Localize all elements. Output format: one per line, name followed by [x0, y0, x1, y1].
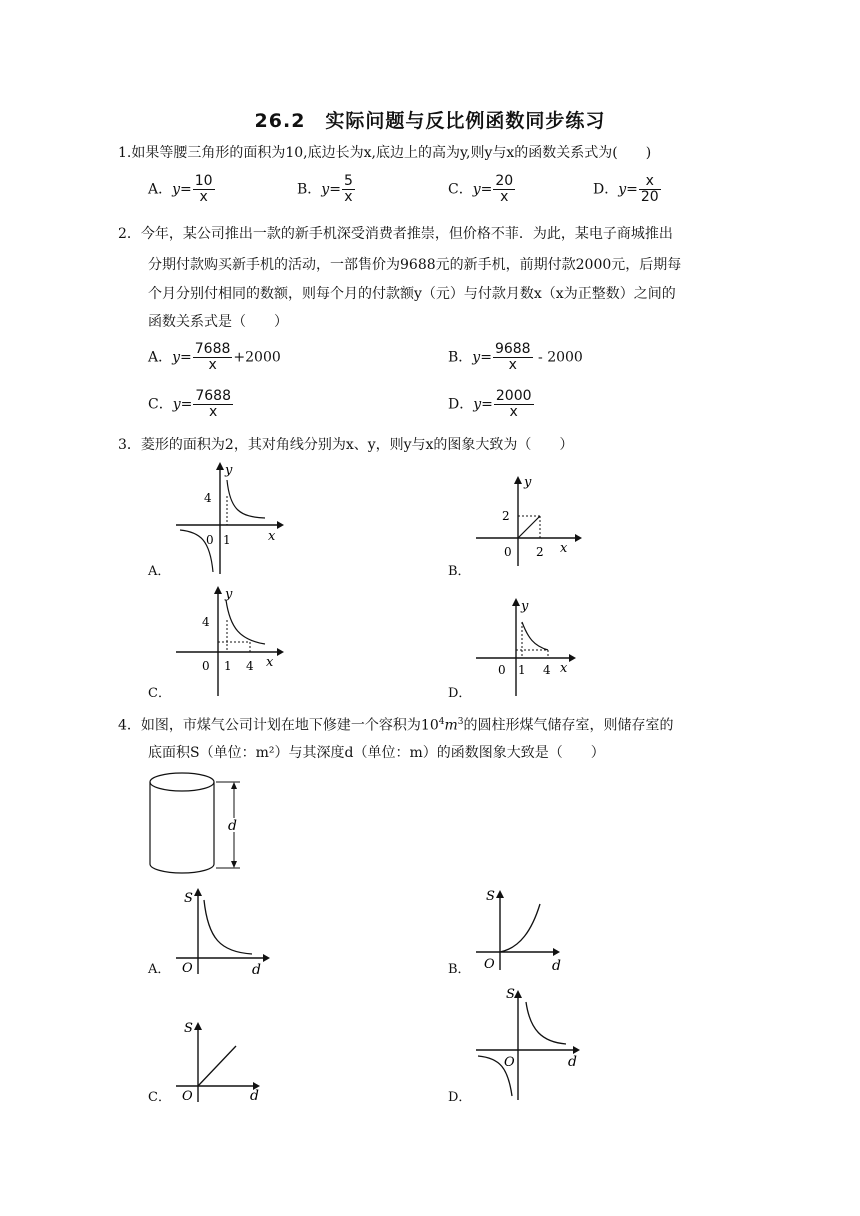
q3-label-b: B． [448, 564, 471, 579]
q1-option-c[interactable] [448, 174, 516, 205]
x-axis-arrow-icon [277, 521, 284, 529]
x-label: x [268, 529, 276, 544]
curve-positive [526, 1002, 566, 1044]
cylinder-bottom [150, 864, 214, 873]
option-lhs: y= [321, 181, 341, 198]
x-label: x [560, 661, 568, 676]
q4-text-a: 4．如图，市煤气公司计划在地下修建一个容积为10 [118, 717, 439, 734]
question-2-line-1: 2．今年，某公司推出一款的新手机深受消费者推崇，但价格不菲．为此，某电子商城推出 [118, 226, 673, 242]
q4-label-a: A． [148, 962, 171, 977]
denominator: x [199, 189, 208, 205]
numerator: 20 [495, 173, 514, 189]
y-label: S [486, 889, 495, 904]
origin-label: 0 [504, 545, 512, 559]
tick-x-1: 1 [224, 659, 232, 673]
numerator: 7688 [195, 388, 231, 404]
q3-graph-b[interactable] [470, 470, 590, 570]
y-label: S [184, 1021, 193, 1036]
curve [204, 900, 252, 954]
q4-text-b: 的圆柱形煤气储存室，则储存室的 [463, 717, 674, 734]
numerator: 2000 [495, 388, 532, 404]
y-label: y [225, 463, 233, 478]
option-lhs: y= [172, 396, 193, 413]
option-label: C． [448, 181, 473, 198]
y-axis-arrow-icon [496, 890, 504, 898]
tick-x: 2 [536, 545, 544, 559]
x-label: x [266, 655, 274, 670]
tick-x: 1 [223, 533, 231, 547]
y-axis-arrow-icon [512, 598, 520, 606]
exponent-3: 3 [457, 717, 464, 727]
q4-label-c: C． [148, 1090, 171, 1105]
q1-option-d[interactable] [593, 174, 662, 205]
exponent: 4 [438, 717, 445, 727]
option-label: C． [148, 396, 173, 413]
x-axis-arrow-icon [553, 948, 560, 956]
numerator: 10 [194, 173, 213, 189]
y-axis-arrow-icon [194, 1022, 202, 1030]
y-label: S [506, 987, 515, 1002]
fraction [193, 342, 233, 373]
origin-label: O [182, 961, 193, 976]
curve [226, 600, 265, 644]
q3-label-d: D． [448, 686, 472, 701]
option-lhs: y= [472, 349, 492, 366]
x-axis-arrow-icon [573, 1046, 580, 1054]
segment [518, 516, 540, 538]
fraction [493, 174, 515, 205]
tick-x-2: 4 [543, 663, 551, 677]
question-2-line-3: 个月分别付相同的数额，则每个月的付款额y（元）与付款月数x（x为正整数）之间的 [148, 286, 676, 302]
q4-graph-d[interactable] [470, 984, 590, 1102]
numerator: 7688 [194, 341, 231, 357]
q4-graph-b[interactable] [470, 880, 570, 972]
option-lhs: y= [473, 396, 493, 413]
question-2-line-4: 函数关系式是（ ） [148, 314, 288, 330]
origin-label: O [182, 1089, 193, 1104]
curve-segment [522, 622, 548, 650]
option-tail: - 2000 [533, 349, 583, 366]
denominator: x [500, 189, 509, 205]
q2-option-b[interactable] [448, 342, 583, 373]
option-label: A． [148, 349, 173, 366]
y-axis-arrow-icon [194, 888, 202, 896]
q4-graph-c[interactable] [170, 1012, 270, 1104]
y-label: y [524, 475, 532, 490]
option-label: B． [448, 349, 473, 366]
option-lhs: y= [172, 181, 192, 198]
denominator: x [508, 357, 517, 373]
q3-graph-d[interactable] [470, 592, 590, 698]
x-label: d [552, 958, 561, 972]
page-title: 26.2 实际问题与反比例函数同步练习 [254, 110, 606, 132]
unit-m: m [444, 717, 458, 734]
y-axis-arrow-icon [514, 476, 522, 484]
denominator: x [209, 404, 218, 420]
question-4-line-1 [118, 712, 673, 736]
tick-x-2: 4 [246, 659, 254, 673]
q1-option-a[interactable] [148, 174, 216, 205]
option-lhs: y= [618, 181, 638, 198]
question-4-line-2: 底面积S（单位：m²）与其深度d（单位：m）的函数图象大致是（ ） [148, 745, 605, 761]
x-axis-arrow-icon [277, 648, 284, 656]
arrow-up-icon [231, 782, 237, 789]
fraction [493, 342, 533, 373]
y-label: y [521, 599, 529, 614]
q3-graph-c[interactable] [170, 582, 290, 698]
origin-label: O [504, 1055, 515, 1070]
origin-label: 0 [206, 533, 214, 547]
option-label: A． [148, 181, 173, 198]
tick-y: 4 [204, 491, 212, 505]
denominator: x [208, 357, 217, 373]
x-label: d [568, 1054, 577, 1070]
arrow-down-icon [231, 861, 237, 868]
origin-label: 0 [202, 659, 210, 673]
option-lhs: y= [172, 349, 192, 366]
depth-label: d [228, 818, 237, 834]
y-axis-arrow-icon [216, 462, 224, 470]
cylinder-figure [140, 770, 260, 876]
origin-label: O [484, 957, 495, 972]
x-label: d [252, 962, 261, 976]
option-label: D． [593, 181, 619, 198]
numerator: 5 [343, 173, 353, 189]
tick-x-1: 1 [518, 663, 526, 677]
fraction [193, 174, 215, 205]
denominator: x [509, 404, 518, 420]
denominator: x [344, 189, 353, 205]
q2-option-c[interactable] [148, 389, 234, 420]
numerator: 9688 [494, 341, 531, 357]
fraction [639, 174, 661, 205]
line [198, 1046, 236, 1086]
y-axis-arrow-icon [214, 586, 222, 594]
tick-y: 4 [202, 615, 210, 629]
x-axis-arrow-icon [575, 534, 582, 542]
fraction [342, 174, 355, 205]
q4-label-d: D． [448, 1090, 472, 1105]
question-2-line-2: 分期付款购买新手机的活动，一部售价为9688元的新手机，前期付款2000元，后期每 [148, 257, 682, 273]
q4-graph-a[interactable] [170, 882, 280, 976]
denominator: 20 [640, 189, 659, 205]
option-label: D． [448, 396, 474, 413]
q2-option-d[interactable] [448, 389, 535, 420]
question-3-text: 3．菱形的面积为2，其对角线分别为x、y，则y与x的图象大致为（ ） [118, 437, 574, 453]
option-label: B． [297, 181, 322, 198]
q1-option-b[interactable] [297, 174, 356, 205]
x-axis-arrow-icon [569, 654, 576, 662]
q2-option-a[interactable] [148, 342, 281, 373]
option-lhs: y= [472, 181, 493, 198]
x-label: d [250, 1088, 259, 1104]
y-label: y [225, 587, 233, 602]
y-label: S [184, 891, 193, 906]
q3-label-a: A． [148, 564, 171, 579]
curve-positive [227, 480, 265, 518]
question-1-text: 1.如果等腰三角形的面积为10,底边长为x,底边上的高为y,则y与x的函数关系式为( ) [118, 145, 652, 161]
q4-label-b: B． [448, 962, 471, 977]
numerator: x [639, 174, 661, 190]
q3-graph-a[interactable] [170, 460, 290, 578]
curve [500, 904, 540, 952]
fraction [494, 389, 534, 420]
q3-label-c: C． [148, 686, 171, 701]
cylinder-top [150, 773, 214, 791]
x-axis-arrow-icon [263, 954, 270, 962]
y-axis-arrow-icon [514, 990, 522, 998]
tick-y: 2 [502, 509, 510, 523]
x-label: x [560, 541, 568, 556]
fraction [193, 389, 233, 420]
option-tail: +2000 [233, 349, 281, 366]
origin-label: 0 [498, 663, 506, 677]
